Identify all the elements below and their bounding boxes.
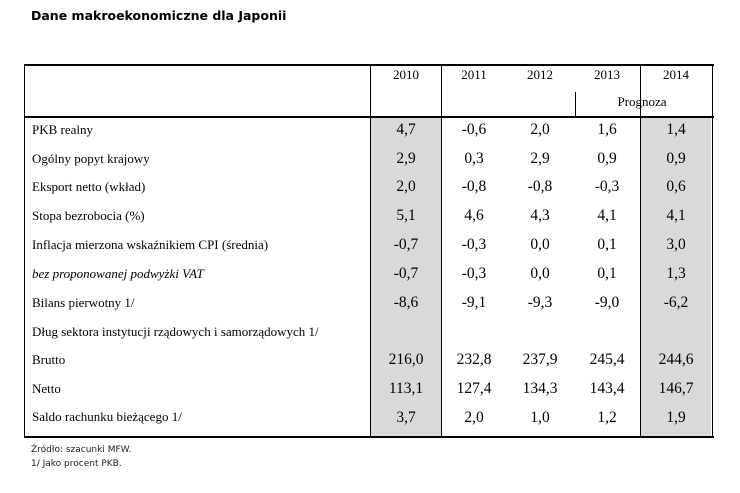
cell-2011: -9,1 (461, 294, 487, 311)
cell-2012: 0,0 (530, 265, 550, 282)
cell-2014: 0,9 (666, 150, 686, 167)
cell-2010: 2,0 (396, 178, 416, 195)
row-label: Ogólny popyt krajowy (32, 151, 150, 166)
cell-2011: -0,3 (461, 265, 487, 282)
cell-2010: 113,1 (388, 380, 424, 397)
cell-2014: 1,3 (666, 265, 686, 282)
footnote-source: Źródło: szacunki MFW. (31, 445, 132, 455)
year-header-2011: 2011 (461, 67, 487, 82)
cell-2013: -9,0 (594, 294, 620, 311)
cell-2012: -0,8 (527, 178, 553, 195)
row-label: Inflacja mierzona wskaźnikiem CPI (średnia) (32, 237, 269, 252)
cell-2013: 0,1 (597, 265, 617, 282)
cell-2010: 5,1 (396, 207, 416, 224)
label-column-divider (370, 64, 371, 438)
cell-2012: 2,0 (530, 121, 550, 138)
right-border (712, 64, 713, 438)
cell-2010: 2,9 (396, 150, 416, 167)
cell-2012: 4,3 (530, 207, 550, 224)
cell-2013: 0,1 (597, 236, 617, 253)
cell-2013: -0,3 (594, 178, 620, 195)
cell-2011: -0,6 (461, 121, 487, 138)
row-label: Bilans pierwotny 1/ (32, 295, 135, 310)
forecast-label: Prognoza (617, 94, 667, 109)
cell-2013: 143,4 (589, 380, 625, 397)
left-border (24, 64, 25, 438)
cell-2010: 4,7 (396, 121, 416, 138)
row-label: Saldo rachunku bieżącego 1/ (32, 409, 182, 424)
table-bottom-rule (24, 436, 714, 438)
cell-2013: 1,2 (597, 409, 617, 426)
year-header-2010: 2010 (393, 67, 419, 82)
cell-2011: 232,8 (456, 351, 492, 368)
cell-2014: 0,6 (666, 178, 686, 195)
row-label: Stopa bezrobocia (%) (32, 208, 145, 223)
cell-2012: 1,0 (530, 409, 550, 426)
header-bottom-rule (24, 116, 714, 118)
cell-2014: 1,4 (666, 121, 686, 138)
cell-2014: 3,0 (666, 236, 686, 253)
cell-2012: 237,9 (522, 351, 558, 368)
cell-2012: -9,3 (527, 294, 553, 311)
cell-2011: -0,8 (461, 178, 487, 195)
cell-2010: -0,7 (393, 236, 419, 253)
cell-2012: 2,9 (530, 150, 550, 167)
row-label: Brutto (32, 352, 66, 367)
table-top-rule (24, 64, 714, 66)
table-title: Dane makroekonomiczne dla Japonii (31, 8, 287, 23)
cell-2010: -8,6 (393, 294, 419, 311)
cell-2011: 0,3 (464, 150, 484, 167)
year-header-2014: 2014 (663, 67, 689, 82)
year-header-2013: 2013 (594, 67, 620, 82)
footnote-percent-gdp: 1/ Jako procent PKB. (31, 459, 122, 469)
row-label: bez proponowanej podwyżki VAT (32, 266, 204, 281)
cell-2011: -0,3 (461, 236, 487, 253)
row-label: Dług sektora instytucji rządowych i samorządowych 1/ (32, 324, 319, 339)
cell-2013: 245,4 (589, 351, 625, 368)
cell-2013: 4,1 (597, 207, 617, 224)
row-label: PKB realny (32, 122, 94, 137)
cell-2014: -6,2 (663, 294, 689, 311)
cell-2010: 3,7 (396, 409, 416, 426)
cell-2012: 134,3 (522, 380, 558, 397)
cell-2014: 4,1 (666, 207, 686, 224)
cell-2011: 4,6 (464, 207, 484, 224)
divider-2013-2014 (640, 64, 641, 438)
cell-2014: 1,9 (666, 409, 686, 426)
cell-2014: 146,7 (658, 380, 694, 397)
row-label: Netto (32, 381, 61, 396)
cell-2013: 1,6 (597, 121, 617, 138)
cell-2011: 127,4 (456, 380, 492, 397)
cell-2011: 2,0 (464, 409, 484, 426)
cell-2014: 244,6 (658, 351, 694, 368)
cell-2012: 0,0 (530, 236, 550, 253)
cell-2013: 0,9 (597, 150, 617, 167)
row-label: Eksport netto (wkład) (32, 179, 146, 194)
cell-2010: 216,0 (388, 351, 424, 368)
year-header-2012: 2012 (527, 67, 553, 82)
cell-2010: -0,7 (393, 265, 419, 282)
